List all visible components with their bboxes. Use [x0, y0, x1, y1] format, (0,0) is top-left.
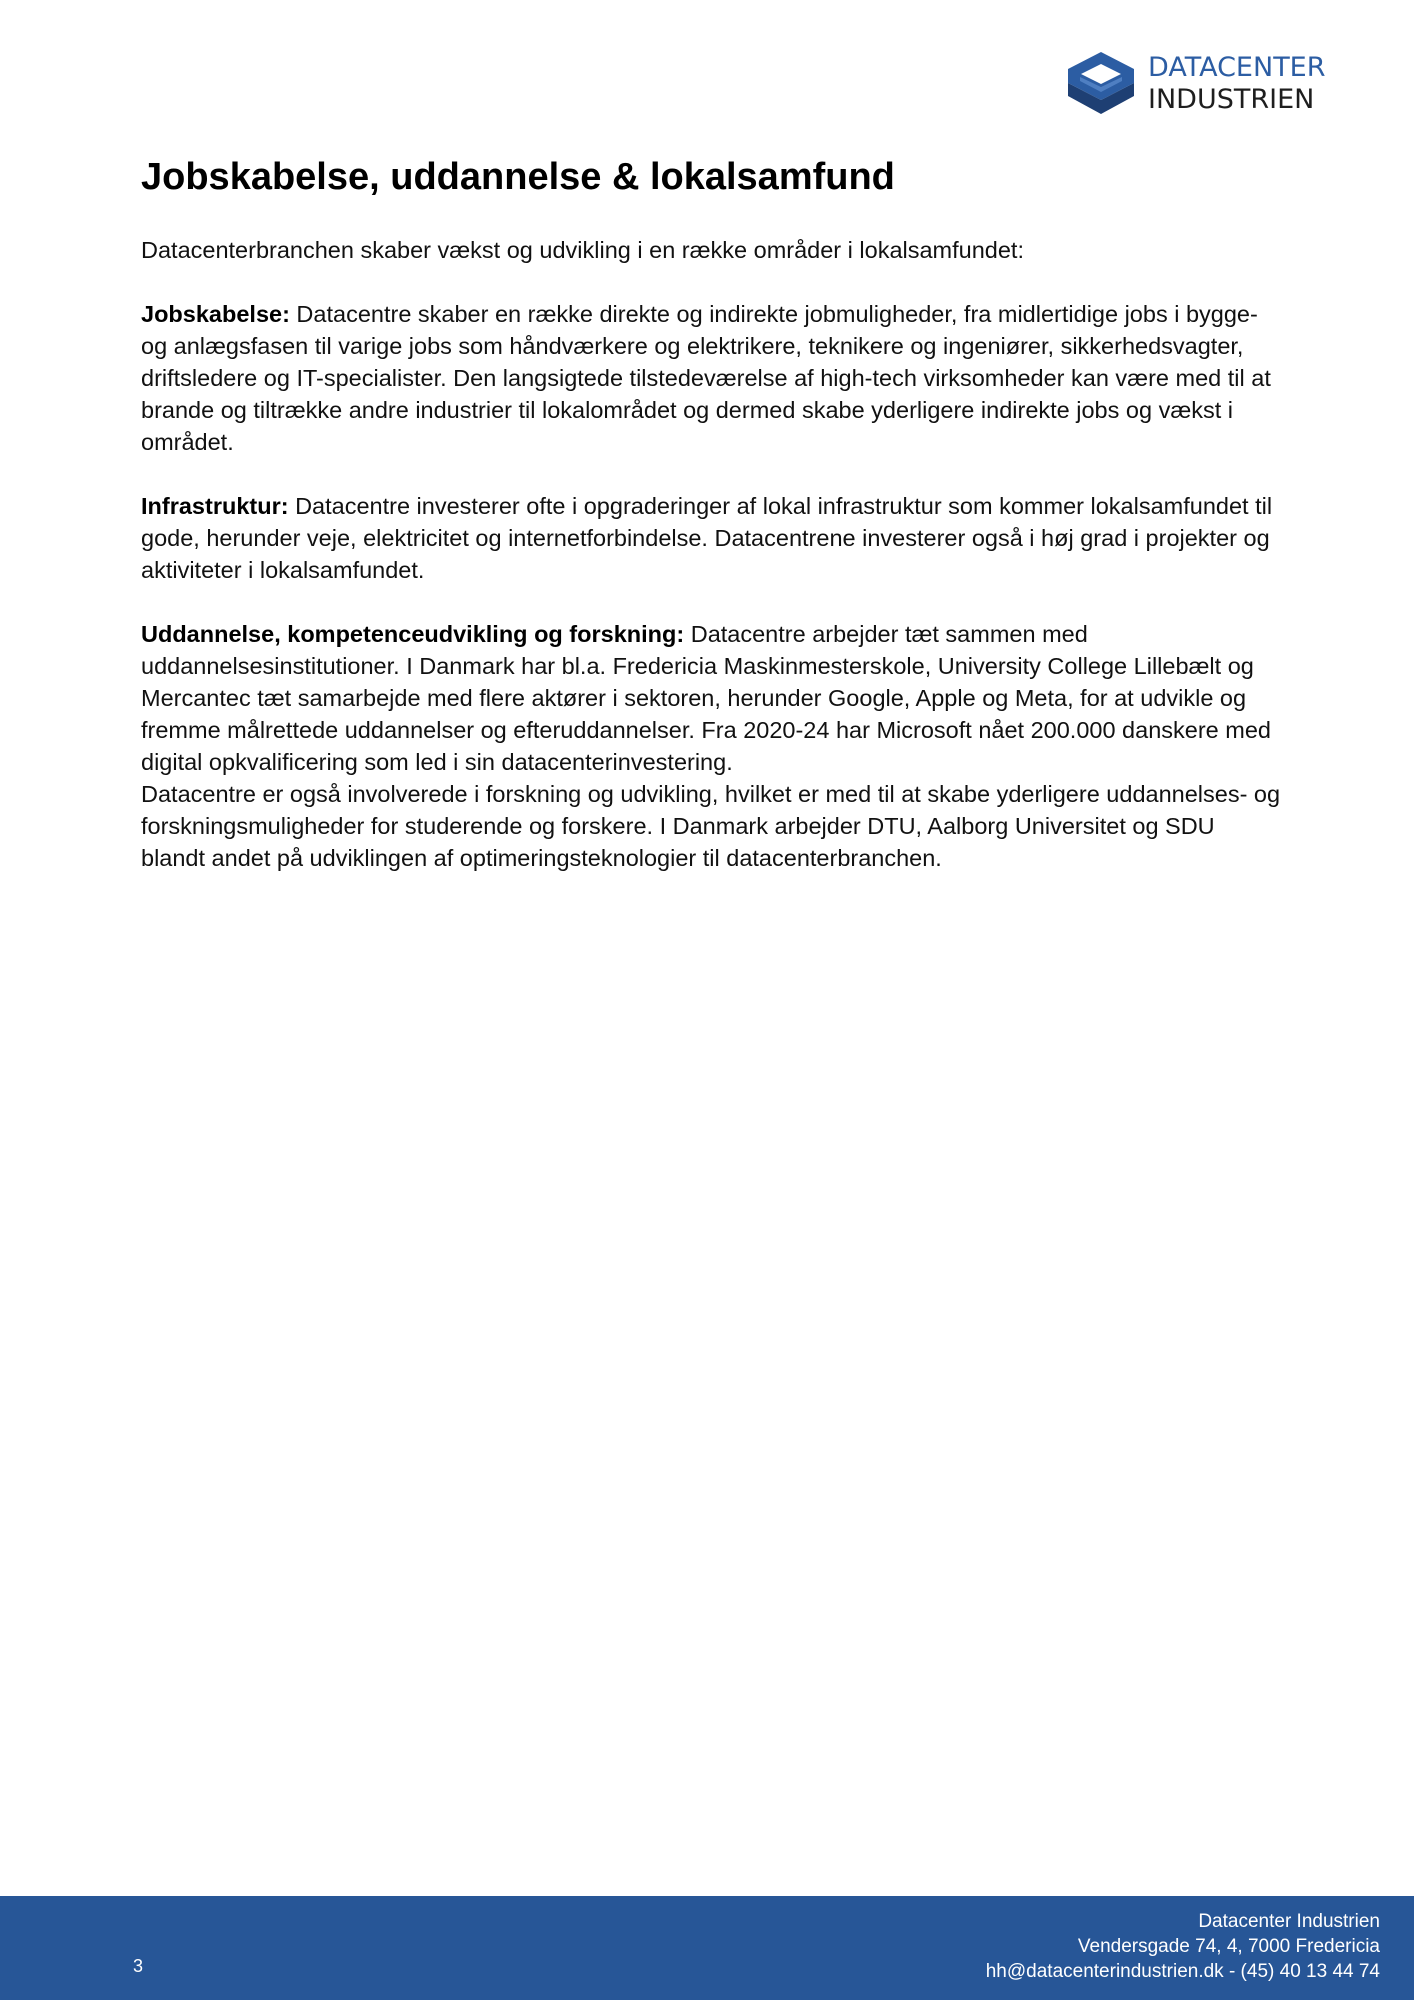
- intro-paragraph: Datacenterbranchen skaber vækst og udvikling i en række områder i lokalsamfundet:: [141, 237, 1024, 263]
- section-uddannelse-continuation: Datacentre er også involverede i forskning og udvikling, hvilket er med til at skabe yderligere uddannelses- og forskningsmuligheder for studerende og forskere. I Danmark arbejder DTU, Aalborg Universitet og SDU blandt andet på udviklingen af optimeringsteknologier til datacenterbranchen.: [141, 781, 1281, 871]
- logo-line2: INDUSTRIEN: [1148, 84, 1315, 115]
- page-title: Jobskabelse, uddannelse & lokalsamfund: [141, 156, 895, 198]
- datacenter-logo-icon: [1066, 50, 1136, 116]
- section-heading: Uddannelse, kompetenceudvikling og forskning:: [141, 621, 685, 647]
- section-body: Datacentre arbejder tæt sammen med uddannelsesinstitutioner. I Danmark har bl.a. Fredericia Maskinmesterskole, University College Lillebælt og Mercantec tæt samarbejde med flere aktører i sektoren, herunder Google, Apple og Meta, for at udvikle og fremme målrettede uddannelser og efteruddannelser. Fra 2020-24 har Microsoft nået 200.000 danskere med digital opkvalificering som led i sin datacenterinvestering.: [141, 621, 1271, 775]
- page-footer: [0, 1896, 1414, 2000]
- footer-contact-block: [986, 1909, 1380, 1984]
- section-infrastruktur: [141, 490, 1281, 586]
- footer-contact: hh@datacenterindustrien.dk - (45) 40 13 44 74: [985, 1961, 1380, 1982]
- section-heading: Jobskabelse:: [141, 301, 290, 327]
- footer-company: Datacenter Industrien: [1198, 1911, 1380, 1932]
- company-logo: [1066, 50, 1326, 118]
- section-jobskabelse: [141, 298, 1281, 458]
- section-uddannelse: [141, 618, 1281, 778]
- footer-address: Vendersgade 74, 4, 7000 Fredericia: [1077, 1936, 1380, 1957]
- document-body: [141, 152, 1281, 906]
- section-heading: Infrastruktur:: [141, 493, 289, 519]
- page-number: 3: [133, 1956, 144, 1976]
- logo-line1: DATACENTER: [1148, 52, 1326, 83]
- logo-wordmark: [1148, 52, 1326, 116]
- section-body: Datacentre skaber en række direkte og indirekte jobmuligheder, fra midlertidige jobs i bygge- og anlægsfasen til varige jobs som håndværkere og elektrikere, teknikere og ingeniører, sikkerhedsvagter, driftsledere og IT-specialister. Den langsigtede tilstedeværelse af high-tech virksomheder kan være med til at brande og tiltrække andre industrier til lokalområdet og dermed skabe yderligere indirekte jobs og vækst i området.: [141, 301, 1271, 455]
- section-body: Datacentre investerer ofte i opgraderinger af lokal infrastruktur som kommer lokalsamfundet til gode, herunder veje, elektricitet og internetforbindelse. Datacentrene investerer også i høj grad i projekter og aktiviteter i lokalsamfundet.: [141, 493, 1273, 583]
